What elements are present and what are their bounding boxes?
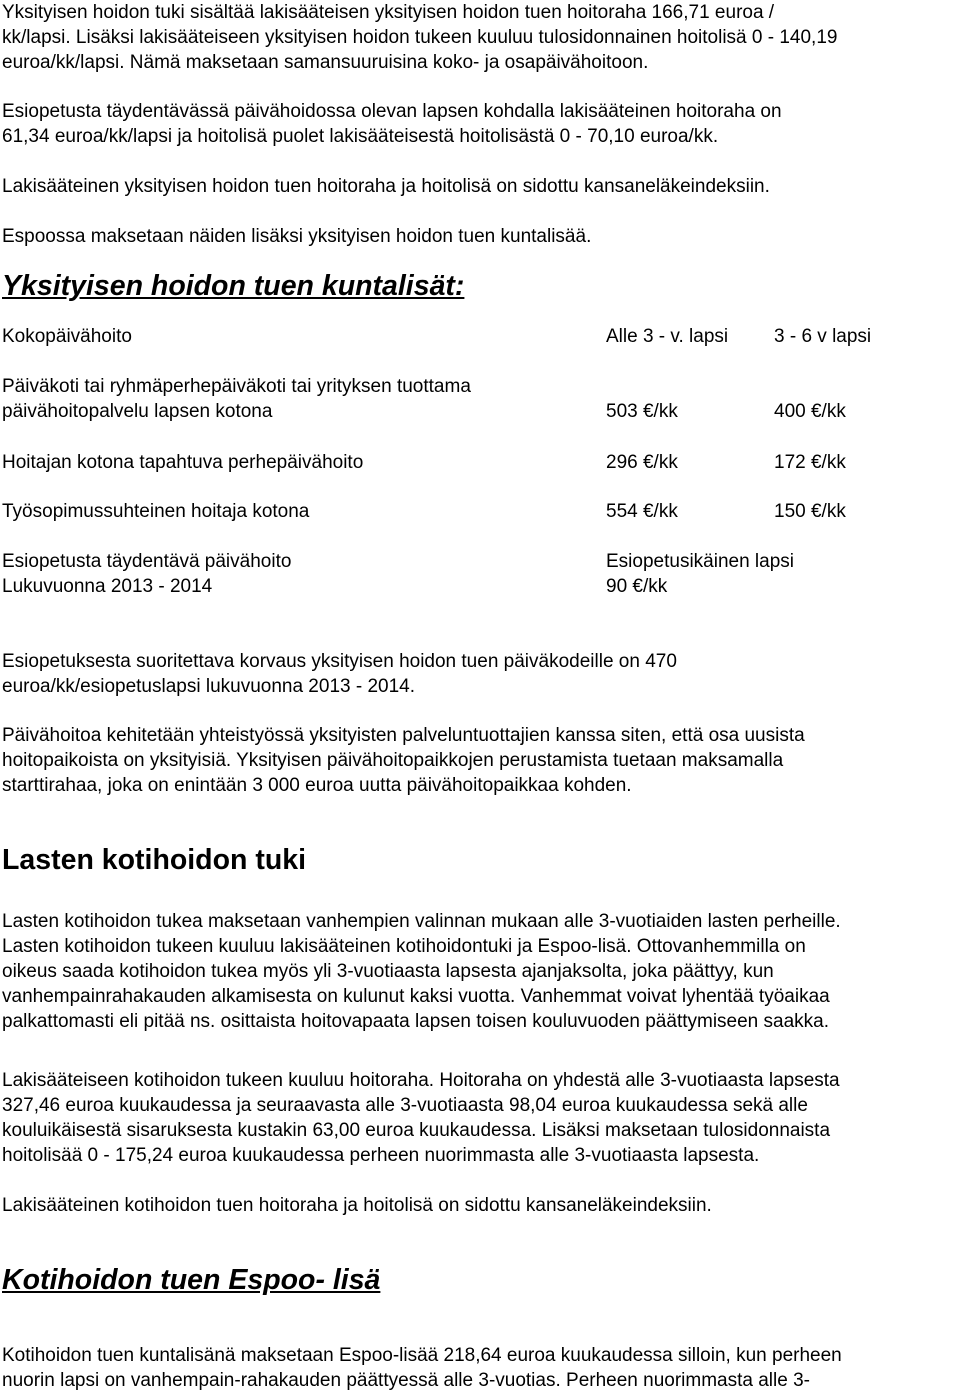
text-line: euroa/kk/esiopetuslapsi lukuvuonna 2013 - 2014. xyxy=(2,676,416,697)
text-line: Lakisääteiseen kotihoidon tukeen kuuluu hoitoraha. Hoitoraha on yhdestä alle 3-vuotiaasta lapsesta xyxy=(2,1070,840,1091)
paragraph-home-care-amounts xyxy=(2,1068,960,1168)
text-line: Lakisääteinen yksityisen hoidon tuen hoitoraha ja hoitolisä on sidottu kansaneläkeindeksiin. xyxy=(2,176,770,197)
table-row-label: Esiopetusta täydentävä päivähoito xyxy=(2,551,292,572)
text-line: Lasten kotihoidon tukea maksetaan vanhempien valinnan mukaan alle 3-vuotiaiden lasten perheille. xyxy=(2,911,841,932)
text-line: kouluikäisestä sisaruksesta kustakin 63,00 euroa kuukaudessa. Lisäksi maksetaan tulosidonnaista xyxy=(2,1120,831,1141)
table-cell-under-3: 296 €/kk xyxy=(606,452,678,473)
table-cell-under-3: 554 €/kk xyxy=(606,501,678,522)
text-line: nuorin lapsi on vanhempain-rahakauden päättyessä alle 3-vuotias. Perheen nuorimmasta alle 3- xyxy=(2,1370,810,1391)
table-row-label: Päiväkoti tai ryhmäperhepäiväkoti tai yrityksen tuottama xyxy=(2,376,471,397)
table-header-care-type: Kokopäivähoito xyxy=(2,326,132,347)
table-row-label: päivähoitopalvelu lapsen kotona xyxy=(2,401,273,422)
table-header-under-3: Alle 3 - v. lapsi xyxy=(606,326,729,347)
table-cell-3-to-6: 172 €/kk xyxy=(774,452,846,473)
text-line: Yksityisen hoidon tuki sisältää lakisääteisen yksityisen hoidon tuen hoitoraha 166,71 euroa / xyxy=(2,2,775,23)
paragraph-private-providers xyxy=(2,723,960,798)
table-cell-3-to-6: 150 €/kk xyxy=(774,501,846,522)
table-row-label: Lukuvuonna 2013 - 2014 xyxy=(2,576,213,597)
table-cell-3-to-6: 400 €/kk xyxy=(774,401,846,422)
text-line: Esiopetuksesta suoritettava korvaus yksityisen hoidon tuen päiväkodeille on 470 xyxy=(2,651,677,672)
section-heading-municipal-supplements: Yksityisen hoidon tuen kuntalisät: xyxy=(2,270,465,302)
paragraph-home-care-eligibility xyxy=(2,909,960,1034)
text-line: 327,46 euroa kuukaudessa ja seuraavasta alle 3-vuotiaasta 98,04 euroa kuukaudessa sekä alle xyxy=(2,1095,808,1116)
text-line: oikeus saada kotihoidon tukea myös yli 3-vuotiaasta lapsesta ajanjaksolta, joka päättyy, kun xyxy=(2,961,774,982)
section-heading-home-care-support: Lasten kotihoidon tuki xyxy=(2,844,306,876)
text-line: Kotihoidon tuen kuntalisänä maksetaan Espoo-lisää 218,64 euroa kuukaudessa silloin, kun perheen xyxy=(2,1345,842,1366)
paragraph-espoo-supplement-details xyxy=(2,1343,960,1393)
text-line: Esiopetusta täydentävässä päivähoidossa olevan lapsen kohdalla lakisääteinen hoitoraha on xyxy=(2,101,782,122)
table-row-label: Työsopimussuhteinen hoitaja kotona xyxy=(2,501,310,522)
text-line: starttirahaa, joka on enintään 3 000 euroa uutta päivähoitopaikkaa kohden. xyxy=(2,775,632,796)
text-line: vanhempainrahakauden alkamisesta on kulunut kaksi vuotta. Vanhemmat voivat lyhentää työaikaa xyxy=(2,986,830,1007)
paragraph-index-linked xyxy=(2,174,960,199)
text-line: 61,34 euroa/kk/lapsi ja hoitolisä puolet lakisääteisestä hoitolisästä 0 - 70,10 euroa/kk. xyxy=(2,126,719,147)
text-line: hoitolisää 0 - 175,24 euroa kuukaudessa perheen nuorimmasta alle 3-vuotiaasta lapsesta. xyxy=(2,1145,760,1166)
table-cell-under-3: 503 €/kk xyxy=(606,401,678,422)
table-header-3-to-6: 3 - 6 v lapsi xyxy=(774,326,872,347)
paragraph-home-care-index xyxy=(2,1193,960,1218)
text-line: Päivähoitoa kehitetään yhteistyössä yksityisten palveluntuottajien kanssa siten, että osa uusista xyxy=(2,725,805,746)
text-line: euroa/kk/lapsi. Nämä maksetaan samansuuruisina koko- ja osapäivähoitoon. xyxy=(2,52,649,73)
paragraph-preschool-care-allowance xyxy=(2,99,960,149)
text-line: kk/lapsi. Lisäksi lakisääteiseen yksityisen hoidon tukeen kuuluu tulosidonnainen hoitolisä 0 - 140,19 xyxy=(2,27,838,48)
text-line: Espoossa maksetaan näiden lisäksi yksityisen hoidon tuen kuntalisää. xyxy=(2,226,592,247)
text-line: hoitopaikoista on yksityisiä. Yksityisen päivähoitopaikkojen perustamista tuetaan maksamalla xyxy=(2,750,784,771)
paragraph-espoo-supplement xyxy=(2,224,960,249)
table-cell-preschool-value: 90 €/kk xyxy=(606,576,668,597)
paragraph-preschool-compensation xyxy=(2,649,960,699)
text-line: palkattomasti eli pitää ns. osittaista hoitovapaata lapsen toisen kouluvuoden päättymiseen saakka. xyxy=(2,1011,830,1032)
section-heading-espoo-supplement: Kotihoidon tuen Espoo- lisä xyxy=(2,1264,381,1296)
text-line: Lakisääteinen kotihoidon tuen hoitoraha ja hoitolisä on sidottu kansaneläkeindeksiin. xyxy=(2,1195,712,1216)
table-row-label: Hoitajan kotona tapahtuva perhepäivähoito xyxy=(2,452,364,473)
text-line: Lasten kotihoidon tukeen kuuluu lakisääteinen kotihoidontuki ja Espoo-lisä. Ottovanhemmilla on xyxy=(2,936,806,957)
paragraph-private-care-support xyxy=(2,0,960,75)
table-header-preschool-age: Esiopetusikäinen lapsi xyxy=(606,551,795,572)
